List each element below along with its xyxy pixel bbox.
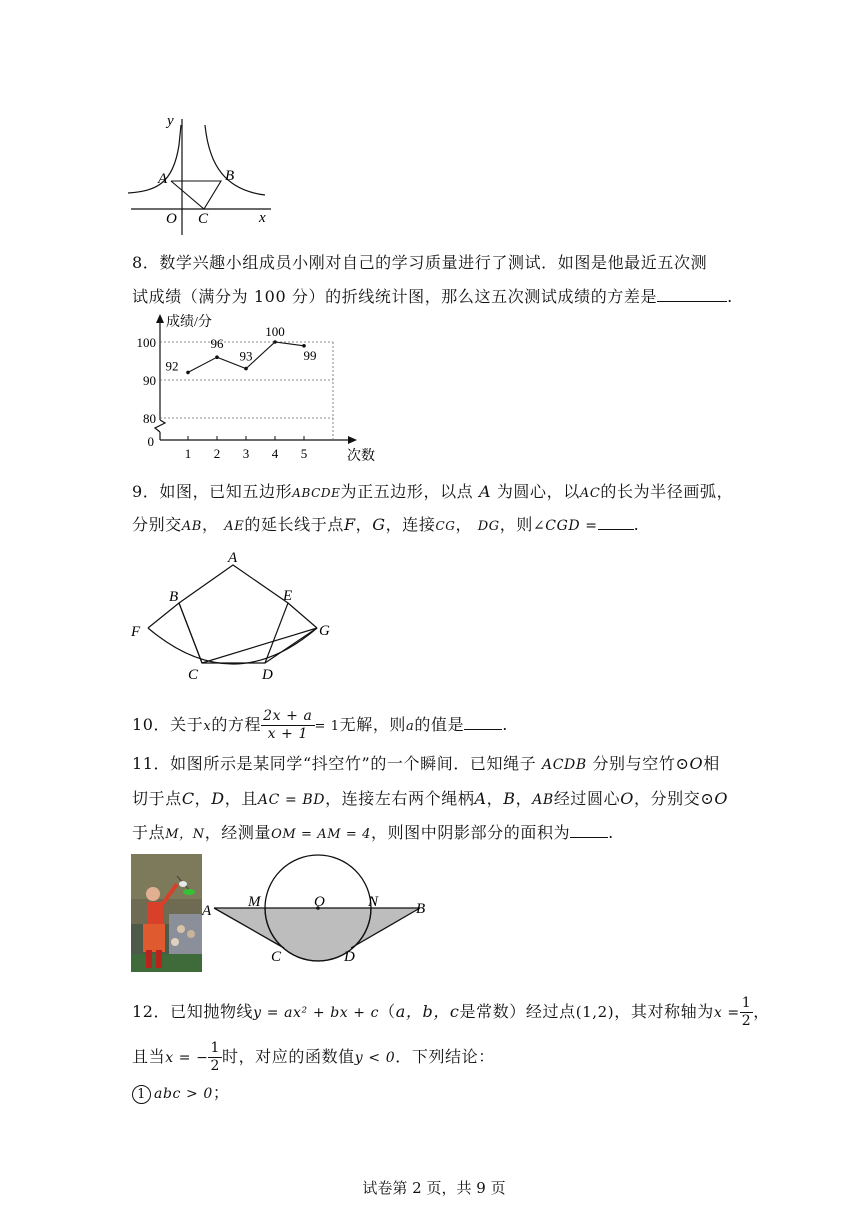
fig9-point-g: G — [319, 623, 330, 639]
q11-text: ，分别交 — [633, 789, 701, 808]
q12-text: ．下列结论： — [395, 1047, 495, 1066]
q12-line1 — [132, 995, 770, 1030]
segment-dg — [265, 628, 317, 663]
fig11-point-c: C — [271, 949, 282, 965]
q12-fraction-neg-half — [208, 1040, 222, 1075]
q8-line2 — [132, 284, 733, 307]
pentagon-figure — [125, 548, 345, 686]
q8-answer-blank[interactable] — [657, 301, 727, 302]
fig9-point-e: E — [283, 588, 293, 604]
point-b-label: B — [225, 168, 235, 184]
fig11-point-b: B — [416, 901, 426, 917]
q9-text: ， — [355, 515, 373, 534]
q9-text: 为正五边形，以点 — [340, 482, 474, 501]
data-point-4 — [273, 340, 277, 344]
q10-text: 的值是 — [414, 715, 465, 734]
q12-frac-den: 2 — [741, 1013, 752, 1029]
fig11-point-d: D — [344, 949, 355, 965]
q9-point-g: G — [372, 515, 386, 534]
q11-text: 分别与空竹 — [592, 754, 676, 773]
data-label-1: 92 — [165, 358, 179, 374]
q9-text: 9．如图，已知五边形 — [132, 482, 293, 501]
q12-text: 是常数）经过点 — [459, 1002, 576, 1021]
point-o-label: O — [166, 211, 177, 227]
q9-angle-cgd: ∠CGD = — [532, 518, 598, 534]
item-number-circle: 1 — [132, 1085, 151, 1104]
q9-answer-blank[interactable] — [598, 529, 634, 530]
data-point-1 — [186, 371, 190, 375]
q12-text: ，其对称轴为 — [614, 1002, 714, 1021]
data-label-4: 100 — [265, 324, 285, 339]
q11-text: 切于点 — [132, 789, 182, 808]
q11-point-b: B — [503, 789, 516, 808]
q11-rope-acdb: ACDB — [542, 757, 587, 773]
fig9-point-f: F — [131, 624, 141, 640]
q11-text: ， — [194, 789, 212, 808]
q10-answer-blank[interactable] — [464, 729, 502, 730]
q11-text: ，经测量 — [204, 823, 272, 842]
q9-text: ，则 — [499, 515, 533, 534]
q11-text: 11．如图所示是某同学“抖空竹”的一个瞬间．已知绳子 — [132, 754, 537, 773]
q11-text: ，且 — [224, 789, 258, 808]
q12-point: (1,2) — [575, 1003, 615, 1021]
q11-text: 于点 — [132, 823, 166, 842]
q10-numerator: 2x + a — [263, 708, 313, 724]
diabolo-figure — [200, 852, 435, 974]
q11-point-d: D — [211, 789, 225, 808]
fig11-point-a: A — [202, 903, 212, 919]
q9-text: 的延长线于点 — [244, 515, 344, 534]
q11-segment-ab: AB — [532, 792, 554, 808]
page-footer: 试卷第 2 页，共 9 页 — [362, 1179, 506, 1197]
shaded-region — [214, 908, 420, 961]
q11-point-a: A — [474, 789, 487, 808]
q9-segment-ab: AB — [181, 519, 202, 534]
triangle-abc — [171, 181, 221, 209]
q9-pentagon-name: ABCDE — [292, 486, 341, 500]
q12-axis-eq: x = — [713, 1005, 740, 1021]
x-tick-5: 5 — [300, 446, 308, 461]
q8-line2-text: 试成绩（满分为 100 分）的折线统计图，那么这五次测试成绩的方差是 — [132, 287, 658, 306]
q12-frac-num: 1 — [741, 995, 752, 1011]
q12-constants: a，b，c — [395, 1002, 460, 1021]
q11-text: ， — [515, 789, 533, 808]
q11-ac-eq-bd: AC = BD — [257, 792, 326, 808]
data-label-3: 93 — [239, 348, 253, 364]
data-point-2 — [215, 355, 219, 359]
q11-text: 相 — [703, 754, 720, 773]
data-label-5: 99 — [303, 347, 317, 363]
q10-denominator: x + 1 — [267, 726, 309, 742]
fig9-point-b: B — [169, 589, 179, 605]
segment-bf — [148, 603, 179, 628]
fig11-point-n: N — [368, 894, 379, 910]
q12-fraction-half — [740, 995, 754, 1030]
y-tick-80: 80 — [143, 411, 156, 426]
q11-points-mn: M，N — [165, 827, 205, 842]
q9-segment-ac: AC — [579, 486, 601, 501]
q9-segment-dg: DG — [477, 519, 500, 534]
y-axis-label: y — [167, 113, 174, 129]
origin-label: 0 — [147, 434, 154, 449]
fig9-point-d: D — [262, 667, 273, 683]
q12-y-condition: y < 0 — [354, 1050, 396, 1066]
q9-segment-ae: AE — [224, 519, 245, 534]
q9-text: ， — [455, 515, 473, 534]
q10-text: 10．关于 — [132, 715, 204, 734]
q9-text: 分别交 — [132, 515, 182, 534]
q10-line — [132, 708, 508, 743]
q12-text: ， — [753, 1002, 770, 1021]
x-tick-2: 2 — [213, 446, 221, 461]
q12-text: 时，对应的函数值 — [221, 1047, 355, 1066]
q11-text: 经过圆心 — [553, 789, 621, 808]
q12-line2 — [132, 1040, 495, 1075]
data-label-2: 96 — [210, 336, 224, 352]
q12-text: 且当 — [132, 1047, 166, 1066]
x-tick-1: 1 — [184, 446, 192, 461]
q12-item1-text: abc > 0 — [154, 1086, 213, 1102]
q10-var-a: a — [406, 719, 415, 734]
pentagon-abcde — [179, 565, 288, 663]
fig9-point-a: A — [228, 550, 238, 566]
point-c-label: C — [198, 211, 209, 227]
q12-item1 — [132, 1080, 230, 1104]
hyperbola-figure — [125, 105, 285, 240]
q12-x-value: x = − — [165, 1050, 209, 1066]
q11-circle-o: ⊙O — [675, 754, 704, 773]
x-tick-4: 4 — [271, 446, 279, 461]
fig11-point-o: O — [314, 894, 325, 910]
q11-circle-o: ⊙O — [700, 789, 729, 808]
fig9-point-c: C — [188, 667, 199, 683]
arc-fg — [148, 628, 317, 664]
y-tick-90: 90 — [143, 373, 156, 388]
fig11-point-m: M — [248, 894, 261, 910]
segment-eg — [288, 603, 317, 628]
data-point-3 — [244, 367, 248, 371]
q9-point-f: F — [343, 515, 356, 534]
q11-answer-blank[interactable] — [570, 837, 608, 838]
q11-measure: OM = AM = 4 — [271, 827, 371, 842]
segment-bc — [179, 603, 202, 663]
y-axis-arrow — [156, 314, 164, 323]
q12-text: （ — [379, 1002, 396, 1021]
q12-text: 12．已知抛物线 — [132, 1002, 254, 1021]
q11-line1 — [132, 751, 720, 774]
x-axis-label: 次数 — [347, 449, 375, 464]
q10-fraction — [261, 708, 314, 743]
segment-cg — [202, 628, 317, 663]
q12-parabola-eq: y = ax² + bx + c — [253, 1005, 380, 1021]
diabolo-photo — [131, 854, 202, 972]
q9-line2 — [132, 512, 639, 535]
q9-line1 — [132, 479, 733, 502]
q9-text: ，连接 — [385, 515, 436, 534]
right-curve — [205, 125, 265, 195]
diabolo-photo-drawing — [131, 854, 202, 972]
point-a-label: A — [158, 171, 168, 187]
q12-frac-den: 2 — [210, 1058, 220, 1074]
q11-point-c: C — [181, 789, 195, 808]
y-tick-100: 100 — [136, 335, 156, 350]
axis-break-mark — [155, 420, 165, 432]
q11-text: ，连接左右两个绳柄 — [325, 789, 475, 808]
q11-text: ，则图中阴影部分的面积为 — [370, 823, 571, 842]
q11-line2 — [132, 786, 728, 809]
x-axis-label: x — [259, 210, 266, 226]
x-axis-arrow — [348, 436, 357, 444]
q11-center-o: O — [620, 789, 634, 808]
q11-line3 — [132, 820, 614, 843]
q9-text: . — [633, 515, 640, 534]
q9-text: 为圆心，以 — [496, 482, 580, 501]
y-axis-label: 成绩/分 — [166, 315, 212, 330]
q9-point-a: A — [478, 482, 492, 501]
q11-text: ， — [486, 789, 504, 808]
q10-equals: = 1 — [314, 719, 340, 734]
q10-text: 的方程 — [211, 715, 262, 734]
q12-text: ； — [212, 1083, 230, 1102]
q8-line2-end: . — [727, 287, 733, 306]
x-tick-3: 3 — [242, 446, 250, 461]
q10-var-x: x — [203, 719, 212, 734]
score-line-chart — [125, 310, 390, 468]
q9-text: 的长为半径画弧， — [600, 482, 734, 501]
q11-text: . — [608, 823, 614, 842]
q9-segment-cg: CG — [435, 519, 456, 533]
q12-frac-num: 1 — [210, 1040, 220, 1056]
q10-text: 无解，则 — [339, 715, 407, 734]
q9-text: ， — [201, 515, 219, 534]
q10-text: . — [502, 715, 508, 734]
q8-line1: 8．数学兴趣小组成员小刚对自己的学习质量进行了测试．如图是他最近五次测 — [132, 253, 708, 272]
